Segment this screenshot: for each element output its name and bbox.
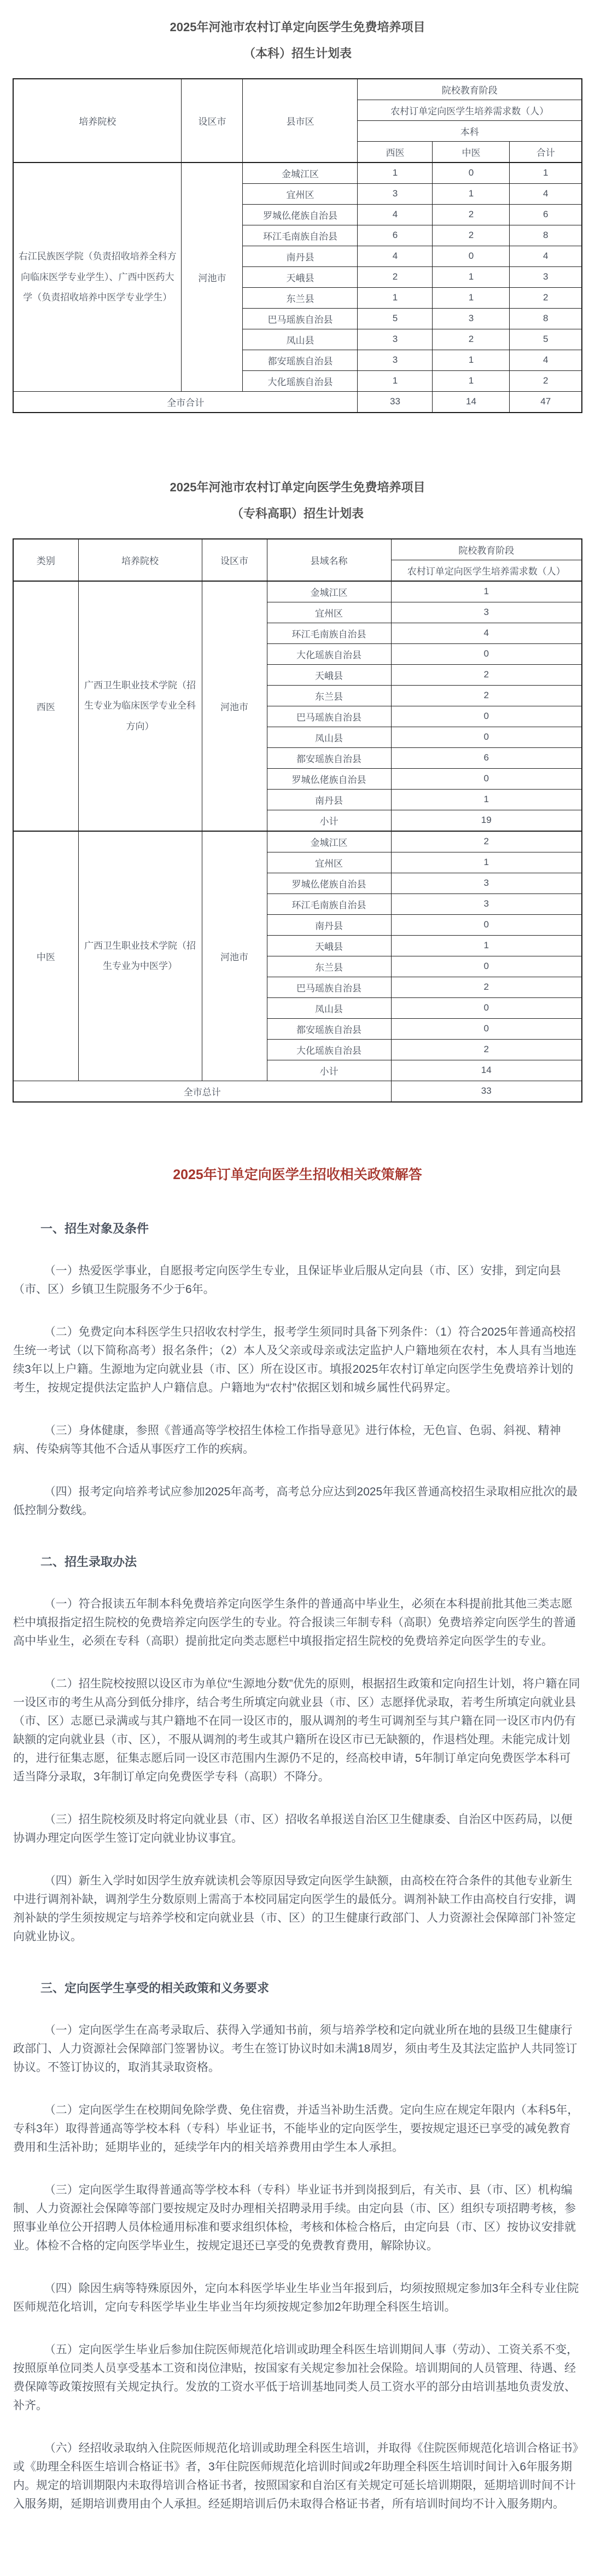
county-cell: 大化瑶族自治县	[243, 370, 358, 391]
header-demand: 农村订单定向医学生培养需求数（人）	[358, 100, 582, 120]
value-cell: 0	[391, 768, 582, 789]
county-cell: 都安瑶族自治县	[267, 747, 391, 768]
value-cell: 0	[391, 706, 582, 727]
policy-paragraph: （四）报考定向培养考试应参加2025年高考，高考总分应达到2025年我区普通高校招生录取相应批次的最低控制分数线。	[13, 1485, 578, 1517]
policy-paragraph: （三）招生院校须及时将定向就业县（市、区）招收名单报送自治区卫生健康委、自治区中医药局，以便协调办理定向医学生签订定向就业协议事宜。	[13, 1813, 573, 1844]
county-cell: 大化瑶族自治县	[267, 1039, 391, 1060]
total-row	[13, 1081, 582, 1102]
value-cell: 3	[358, 350, 433, 370]
value-cell: 4	[391, 623, 582, 643]
value-cell: 3	[391, 602, 582, 623]
value-cell: 0	[433, 246, 510, 266]
county-cell: 大化瑶族自治县	[267, 643, 391, 664]
college-plan-table	[13, 538, 582, 1103]
county-cell: 环江毛南族自治县	[243, 225, 358, 246]
header-school: 培养院校	[13, 79, 182, 163]
subtotal-label: 小计	[267, 810, 391, 831]
county-cell: 环江毛南族自治县	[267, 623, 391, 643]
value-cell: 3	[433, 308, 510, 329]
value-cell: 2	[391, 977, 582, 997]
county-cell: 金城江区	[267, 581, 391, 602]
value-cell: 2	[433, 225, 510, 246]
value-cell: 2	[391, 664, 582, 685]
policy-paragraph: （四）除因生病等特殊原因外，定向本科医学毕业生毕业当年报到后，均须按照规定参加3年全科专业住院医师规范化培训，定向专科医学毕业生毕业当年均须按规定参加2年助理全科医生培训。	[13, 2282, 579, 2314]
policy-paragraph: （二）定向医学生在校期间免除学费、免住宿费，并适当补助生活费。定向生应在规定年限内（本科5年，专科3年）取得普通高等学校本科（专科）毕业证书，不能毕业的定向医学生，要按规定退还已享受的减免教育费用和生活补助；延期毕业的，延续学年内的相关培养费用由学生本人承担。	[13, 2104, 579, 2154]
city-cell: 河池市	[182, 163, 243, 392]
county-cell: 环江毛南族自治县	[267, 894, 391, 914]
value-cell: 4	[358, 204, 433, 225]
value-cell: 6	[391, 747, 582, 768]
county-cell: 都安瑶族自治县	[267, 1018, 391, 1039]
header-level: 本科	[358, 120, 582, 141]
value-cell: 1	[358, 370, 433, 391]
value-cell: 3	[391, 873, 582, 894]
county-cell: 宜州区	[267, 852, 391, 873]
policy-paragraph: （四）新生入学时如因学生放弃就读机会等原因导致定向医学生缺额，由高校在符合条件的其他专业新生中进行调剂补缺，调剂学生分数原则上需高于本校同届定向医学生的最低分。调剂补缺工作由高校自行安排，调剂补缺的学生须按规定与培养学校和定向就业县（市、区）的卫生健康行政部门、人力资源社会保障部门补签定向就业协议。	[13, 1874, 576, 1943]
county-cell: 凤山县	[243, 329, 358, 350]
undergraduate-table-title	[0, 14, 595, 67]
policy-paragraph: （三）身体健康，参照《普通高等学校招生体检工作指导意见》进行体检，无色盲、色弱、斜视、精神病、传染病等其他不合适从事医疗工作的疾病。	[13, 1424, 561, 1455]
total-row	[13, 391, 582, 413]
header-school: 培养院校	[78, 539, 202, 581]
value-cell: 1	[391, 935, 582, 956]
county-cell: 天峨县	[243, 266, 358, 287]
header-western-medicine: 西医	[358, 141, 433, 163]
county-cell: 罗城仫佬族自治县	[243, 204, 358, 225]
header-city: 设区市	[182, 79, 243, 163]
value-cell: 8	[510, 308, 582, 329]
value-cell: 0	[391, 956, 582, 977]
header-stage: 院校教育阶段	[358, 79, 582, 100]
total-label: 全市总计	[13, 1081, 391, 1102]
policy-paragraph: （二）招生院校按照以设区市为单位“生源地分数”优先的原则，根据招生政策和定向招生计划，将户籍在同一设区市的考生从高分到低分排序，结合考生所填定向就业县（市、区）志愿择优录取，若考生所填定向就业县（市、区）志愿已录满或与其户籍地不在同一设区市的，服从调剂的考生可调剂至与其户籍在同一设区市内仍有缺额的定向就业县（市、区），不服从调剂的考生或其户籍所在设区市已无缺额的，作退档处理。未能完成计划的，进行征集志愿，征集志愿后同一设区市范围内生源仍不足的，经高校申请，5年制订单定向免费医学本科可适当降分录取，3年制订单定向免费医学专科（高职）不降分。	[13, 1677, 580, 1783]
section-heading-2: 二、招生录取办法	[40, 1554, 137, 1569]
school-cell: 广西卫生职业技术学院（招生专业为中医学）	[78, 831, 202, 1081]
value-cell: 1	[391, 852, 582, 873]
value-cell: 1	[510, 163, 582, 184]
county-cell: 宜州区	[243, 183, 358, 204]
school-cell: 右江民族医学院（负责招收培养全科方向临床医学专业学生）、广西中医药大学（负责招收培养中医学专业学生）	[13, 163, 182, 392]
header-city: 设区市	[202, 539, 267, 581]
value-cell: 2	[510, 287, 582, 308]
policy-paragraph: （三）定向医学生取得普通高等学校本科（专科）毕业证书并到岗报到后，有关市、县（市、区）机构编制、人力资源社会保障等部门要按规定及时办理相关招聘录用手续。由定向县（市、区）组织专项招聘考核，参照事业单位公开招聘人员体检通用标准和要求组织体检，考核和体检合格后，由定向县（市、区）按协议安排就业。体检不合格的定向医学毕业生，按规定退还已享受的免费教育费用，解除协议。	[13, 2184, 576, 2253]
city-cell: 河池市	[202, 831, 267, 1081]
value-cell: 4	[510, 183, 582, 204]
value-cell: 1	[433, 183, 510, 204]
county-cell: 南丹县	[267, 789, 391, 810]
county-cell: 凤山县	[267, 727, 391, 747]
policy-paragraph: （五）定向医学生毕业后参加住院医师规范化培训或助理全科医生培训期间人事（劳动）、工资关系不变，按照原单位同类人员享受基本工资和岗位津贴，按国家有关规定参加社会保险。培训期间的人员管理、待遇、经费保障等政策按照有关规定执行。发放的工资水平低于培训基地同类人员工资水平的部分由培训基地负责发放、补齐。	[13, 2343, 579, 2412]
city-cell: 河池市	[202, 581, 267, 831]
college-table-title	[0, 474, 595, 527]
value-cell: 33	[358, 391, 433, 413]
county-cell: 东兰县	[267, 956, 391, 977]
category-cell: 西医	[13, 581, 78, 831]
table-row	[13, 831, 582, 852]
value-cell: 5	[358, 308, 433, 329]
value-cell: 5	[510, 329, 582, 350]
policy-paragraph: （六）经招收录取纳入住院医师规范化培训或助理全科医生培训，并取得《住院医师规范化培训合格证书》或《助理全科医生培训合格证书》者，3年住院医师规范化培训时间或2年助理全科医生培训时间计入6年服务期内。规定的培训期限内未取得培训合格证书者，按照国家和自治区有关规定可延长培训期限，延期培训时间不计入服务期，延期培训费用由个人承担。经延期培训后仍未取得合格证书者，所有培训时间均不计入服务期内。	[13, 2442, 579, 2511]
county-cell: 金城江区	[267, 831, 391, 852]
college-table-title-line1: 2025年河池市农村订单定向医学生免费培养项目	[170, 480, 425, 494]
header-chinese-medicine: 中医	[433, 141, 510, 163]
value-cell: 47	[510, 391, 582, 413]
value-cell: 2	[391, 1039, 582, 1060]
value-cell: 1	[433, 350, 510, 370]
county-cell: 金城江区	[243, 163, 358, 184]
value-cell: 0	[391, 914, 582, 935]
county-cell: 都安瑶族自治县	[243, 350, 358, 370]
policy-qa-section	[0, 1164, 595, 2514]
policy-paragraph: （二）免费定向本科医学生只招收农村学生，报考学生须同时具备下列条件：（1）符合2025年普通高校招生统一考试（以下简称高考）报名条件；（2）本人及父亲或母亲或法定监护人户籍地须在农村，本人具有当地连续3年以上户籍。生源地为定向就业县（市、区）所在设区市。填报2025年农村订单定向医学生免费培养计划的考生，按规定提供法定监护人户籍信息。户籍地为“农村”依据区划和城乡属性代码界定。	[13, 1325, 577, 1394]
value-cell: 2	[391, 685, 582, 706]
header-category: 类别	[13, 539, 78, 581]
value-cell: 0	[391, 727, 582, 747]
county-cell: 南丹县	[267, 914, 391, 935]
value-cell: 2	[433, 329, 510, 350]
value-cell: 3	[391, 894, 582, 914]
value-cell: 2	[391, 831, 582, 852]
county-cell: 天峨县	[267, 664, 391, 685]
value-cell: 6	[358, 225, 433, 246]
college-table-title-line2: （专科高职）招生计划表	[231, 507, 364, 521]
value-cell: 0	[391, 643, 582, 664]
section-heading-3: 三、定向医学生享受的相关政策和义务要求	[40, 1981, 270, 1995]
value-cell: 1	[391, 789, 582, 810]
county-cell: 宜州区	[267, 602, 391, 623]
value-cell: 6	[510, 204, 582, 225]
county-cell: 凤山县	[267, 997, 391, 1018]
header-total: 合计	[510, 141, 582, 163]
value-cell: 2	[510, 370, 582, 391]
value-cell: 1	[358, 163, 433, 184]
header-stage: 院校教育阶段	[391, 539, 582, 560]
policy-paragraph: （一）符合报读五年制本科免费培养定向医学生条件的普通高中毕业生，必须在本科提前批其他三类志愿栏中填报指定招生院校的免费培养定向医学生的专业。符合报读三年制专科（高职）免费培养定向医学生的普通高中毕业生，必须在专科（高职）提前批定向类志愿栏中填报指定招生院校的免费培养定向医学生的专业。	[13, 1597, 576, 1647]
header-county: 县域名称	[267, 539, 391, 581]
county-cell: 巴马瑶族自治县	[243, 308, 358, 329]
value-cell: 4	[510, 350, 582, 370]
value-cell: 14	[391, 1060, 582, 1081]
county-cell: 东兰县	[243, 287, 358, 308]
header-demand: 农村订单定向医学生培养需求数（人）	[391, 560, 582, 581]
value-cell: 8	[510, 225, 582, 246]
value-cell: 1	[358, 287, 433, 308]
value-cell: 0	[391, 997, 582, 1018]
value-cell: 2	[433, 204, 510, 225]
table-row	[13, 581, 582, 602]
county-cell: 巴马瑶族自治县	[267, 706, 391, 727]
category-cell: 中医	[13, 831, 78, 1081]
county-cell: 罗城仫佬族自治县	[267, 768, 391, 789]
value-cell: 1	[391, 581, 582, 602]
county-cell: 罗城仫佬族自治县	[267, 873, 391, 894]
value-cell: 3	[510, 266, 582, 287]
subtotal-label: 小计	[267, 1060, 391, 1081]
value-cell: 0	[433, 163, 510, 184]
value-cell: 4	[358, 246, 433, 266]
policy-paragraph: （一）定向医学生在高考录取后、获得入学通知书前，须与培养学校和定向就业所在地的县级卫生健康行政部门、人力资源社会保障部门签署协议。考生在签订协议时如未满18周岁，须由考生及其法定监护人共同签订协议。不签订协议的，取消其录取资格。	[13, 2023, 578, 2074]
county-cell: 天峨县	[267, 935, 391, 956]
county-cell: 南丹县	[243, 246, 358, 266]
value-cell: 0	[391, 1018, 582, 1039]
qa-title: 2025年订单定向医学生招收相关政策解答	[173, 1167, 422, 1182]
value-cell: 19	[391, 810, 582, 831]
undergraduate-table-title-line1: 2025年河池市农村订单定向医学生免费培养项目	[170, 20, 425, 34]
section-heading-1: 一、招生对象及条件	[40, 1221, 149, 1235]
value-cell: 14	[433, 391, 510, 413]
value-cell: 1	[433, 287, 510, 308]
header-county: 县市区	[243, 79, 358, 163]
total-label: 全市合计	[13, 391, 358, 413]
policy-paragraph: （一）热爱医学事业，自愿报考定向医学生专业，且保证毕业后服从定向县（市、区）安排，到定向县（市、区）乡镇卫生院服务不少于6年。	[13, 1264, 561, 1296]
school-cell: 广西卫生职业技术学院（招生专业为临床医学专业全科方向）	[78, 581, 202, 831]
value-cell: 1	[433, 266, 510, 287]
value-cell: 2	[358, 266, 433, 287]
county-cell: 巴马瑶族自治县	[267, 977, 391, 997]
value-cell: 1	[433, 370, 510, 391]
undergraduate-table-title-line2: （本科）招生计划表	[243, 47, 352, 61]
value-cell: 3	[358, 329, 433, 350]
county-cell: 东兰县	[267, 685, 391, 706]
value-cell: 33	[391, 1081, 582, 1102]
table-row	[13, 163, 582, 184]
undergraduate-plan-table	[13, 78, 582, 413]
value-cell: 4	[510, 246, 582, 266]
value-cell: 3	[358, 183, 433, 204]
